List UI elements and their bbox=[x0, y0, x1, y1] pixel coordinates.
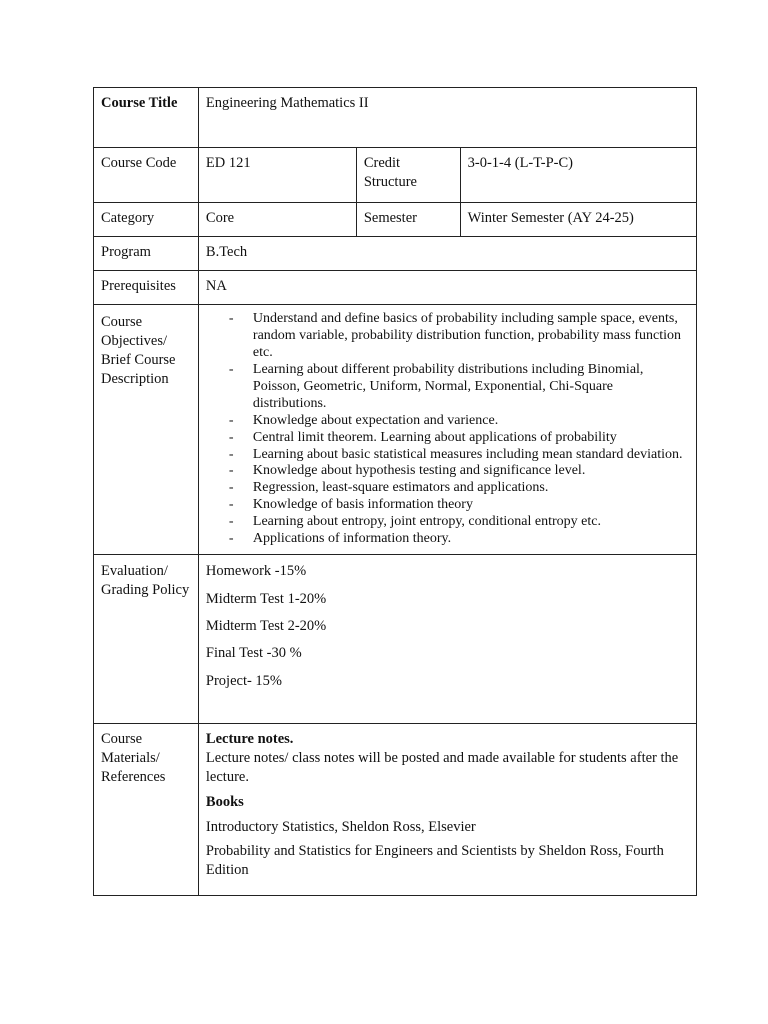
objective-item bbox=[206, 311, 689, 362]
objective-item bbox=[206, 480, 689, 497]
course-title-row bbox=[94, 88, 697, 148]
objective-text: Understand and define basics of probability including sample space, events, random variable, probability distribution function, probability mass function etc. bbox=[252, 311, 681, 360]
books-heading: Books bbox=[205, 793, 244, 810]
course-code-value: ED 121 bbox=[198, 148, 356, 203]
objective-text: Learning about entropy, joint entropy, conditional entropy etc. bbox=[252, 514, 601, 530]
objective-text: Applications of information theory. bbox=[252, 531, 452, 547]
evaluation-row bbox=[94, 555, 697, 724]
category-label: Category bbox=[94, 203, 199, 237]
bullet-dash: - bbox=[228, 497, 234, 513]
objectives-cell bbox=[198, 305, 696, 555]
bullet-dash: - bbox=[228, 446, 234, 462]
objective-item bbox=[206, 447, 689, 464]
bullet-dash: - bbox=[228, 463, 234, 479]
objective-text: Knowledge of basis information theory bbox=[252, 497, 473, 513]
objective-text: Regression, least-square estimators and applications. bbox=[252, 480, 549, 496]
book-reference: Introductory Statistics, Sheldon Ross, Elsevier bbox=[205, 818, 476, 835]
objective-item bbox=[206, 463, 689, 480]
category-value: Core bbox=[198, 203, 356, 237]
objective-item bbox=[206, 514, 689, 531]
materials-label: Course Materials/ References bbox=[94, 724, 199, 896]
objectives-list bbox=[206, 311, 689, 548]
prerequisites-row bbox=[94, 271, 697, 305]
grading-item: Final Test -30 % bbox=[205, 645, 302, 662]
program-label: Program bbox=[94, 237, 199, 271]
bullet-dash: - bbox=[228, 531, 234, 547]
credit-structure-label: Credit Structure bbox=[356, 148, 460, 203]
book-reference: Probability and Statistics for Engineers and Scientists by Sheldon Ross, Fourth Edition bbox=[205, 843, 664, 879]
objectives-row bbox=[94, 305, 697, 555]
lecture-notes-heading: Lecture notes. bbox=[205, 731, 294, 748]
objective-text: Central limit theorem. Learning about applications of probability bbox=[252, 429, 617, 445]
materials-cell bbox=[198, 724, 696, 896]
course-title-label: Course Title bbox=[94, 88, 199, 148]
prerequisites-label: Prerequisites bbox=[94, 271, 199, 305]
objective-item bbox=[206, 362, 689, 413]
evaluation-label: Evaluation/ Grading Policy bbox=[94, 555, 199, 724]
course-syllabus-table bbox=[93, 87, 697, 896]
objective-text: Learning about basic statistical measures including mean standard deviation. bbox=[252, 446, 683, 462]
bullet-dash: - bbox=[228, 429, 234, 445]
grading-item: Midterm Test 2-20% bbox=[205, 618, 327, 634]
grading-item: Midterm Test 1-20% bbox=[205, 590, 327, 607]
bullet-dash: - bbox=[228, 412, 234, 428]
objective-item bbox=[206, 430, 689, 447]
objective-item bbox=[206, 413, 689, 430]
grading-item: Project- 15% bbox=[205, 672, 283, 689]
prerequisites-value: NA bbox=[198, 271, 696, 305]
credit-structure-value: 3-0-1-4 (L-T-P-C) bbox=[460, 148, 696, 203]
books-list bbox=[206, 818, 689, 881]
bullet-dash: - bbox=[228, 514, 234, 530]
materials-row bbox=[94, 724, 697, 896]
semester-label: Semester bbox=[356, 203, 460, 237]
course-code-row bbox=[94, 148, 697, 203]
course-title-value: Engineering Mathematics II bbox=[198, 88, 696, 148]
objective-item bbox=[206, 531, 689, 548]
objective-text: Learning about different probability distributions including Binomial, Poisson, Geometric, Uniform, Normal, Exponential, Chi-Square distributions. bbox=[252, 361, 644, 411]
grading-list bbox=[206, 562, 689, 691]
objective-item bbox=[206, 497, 689, 514]
category-row bbox=[94, 203, 697, 237]
evaluation-cell bbox=[198, 555, 696, 724]
course-code-label: Course Code bbox=[94, 148, 199, 203]
bullet-dash: - bbox=[228, 311, 234, 326]
grading-item: Homework -15% bbox=[205, 563, 307, 580]
program-row bbox=[94, 237, 697, 271]
bullet-dash: - bbox=[228, 480, 234, 496]
objectives-label: Course Objectives/ Brief Course Description bbox=[94, 305, 199, 555]
program-value: B.Tech bbox=[198, 237, 696, 271]
lecture-notes-text: Lecture notes/ class notes will be posted and made available for students after the lecture. bbox=[205, 749, 679, 785]
objective-text: Knowledge about hypothesis testing and significance level. bbox=[252, 463, 586, 479]
semester-value: Winter Semester (AY 24-25) bbox=[460, 203, 696, 237]
objective-text: Knowledge about expectation and varience. bbox=[252, 412, 499, 428]
bullet-dash: - bbox=[228, 361, 234, 377]
